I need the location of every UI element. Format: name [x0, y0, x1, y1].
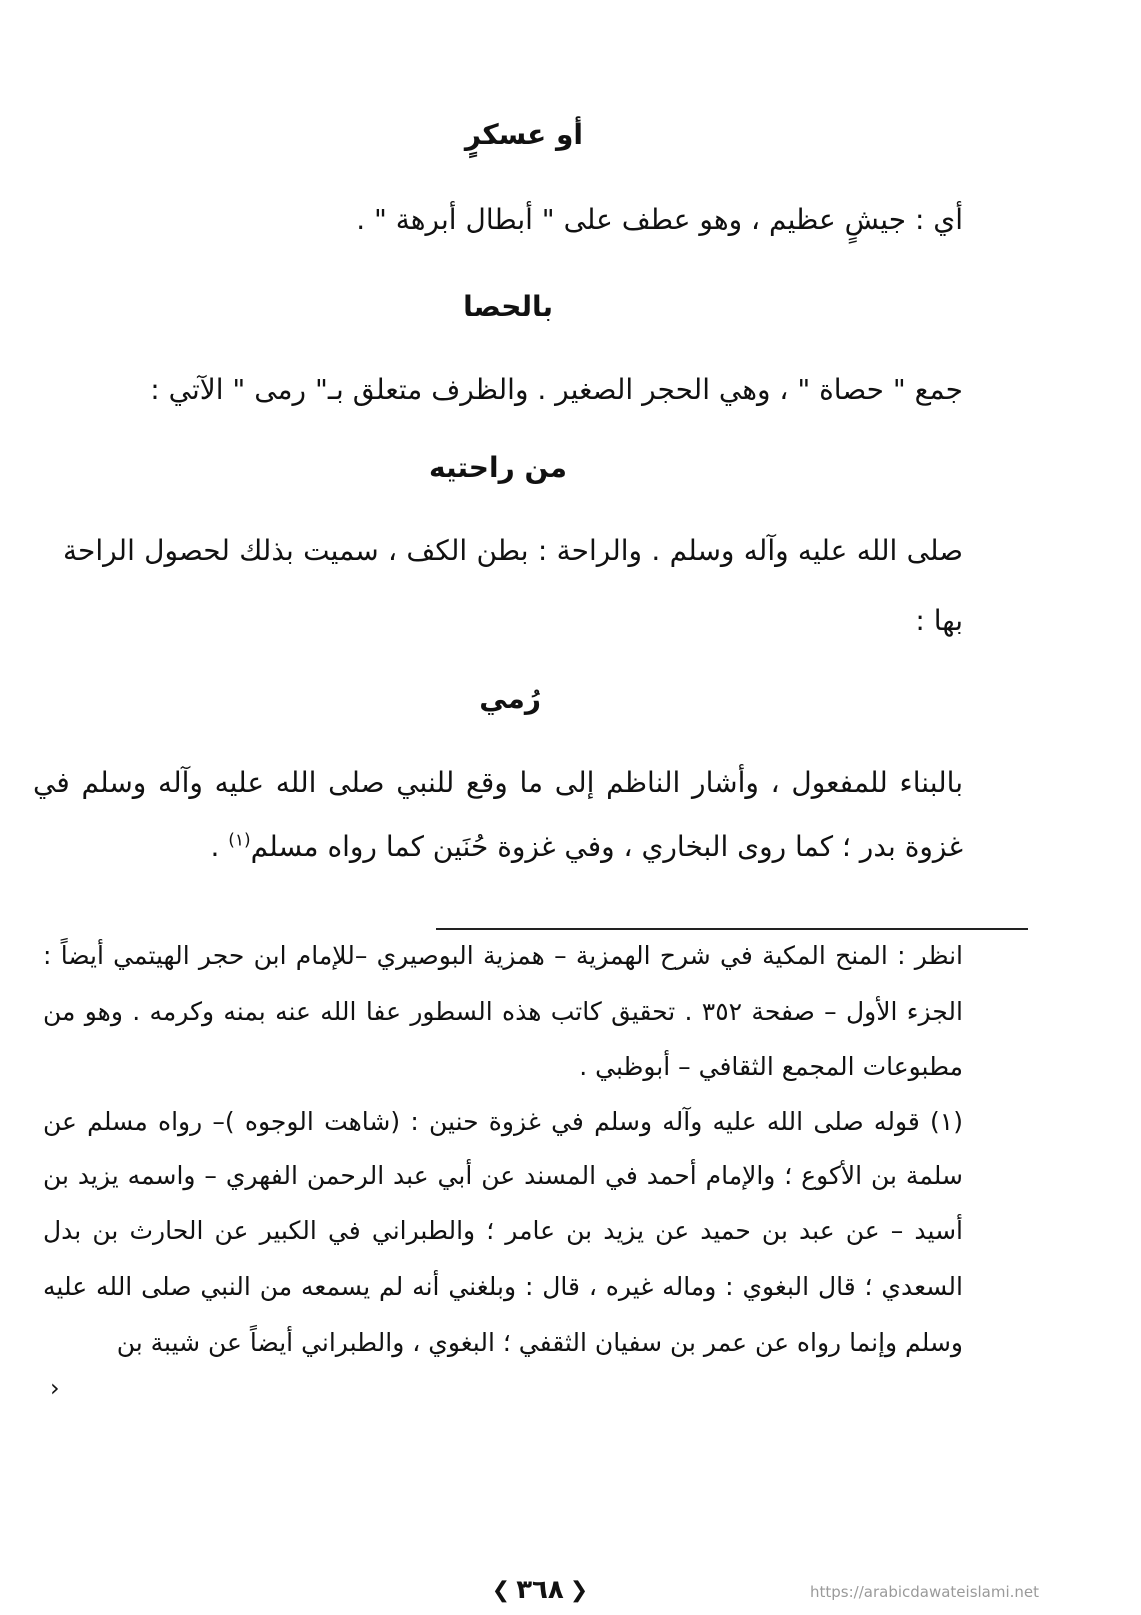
page-number-bracket-right: ❯: [569, 1577, 589, 1603]
footnote-line: وسلم وإنما رواه عن عمر بن سفيان الثقفي ؛ البغوي ، والطبراني أيضاً عن شيبة بن: [116, 1328, 963, 1357]
body-paragraph: أي : جيشٍ عظيم ، وهو عطف على " أبطال أبرهة " .: [356, 203, 963, 236]
footnote-line: (١) قوله صلى الله عليه وآله وسلم في غزوة حنين : (شاهت الوجوه )– رواه مسلم عن: [43, 1107, 963, 1136]
footnote-line: السعدي ؛ قال البغوي : وماله غيره ، قال : وبلغني أنه لم يسمعه من النبي صلى الله عليه: [43, 1272, 963, 1301]
verse-heading: أو عسكرٍ: [464, 118, 583, 151]
footnote-line: أسيد – عن عبد بن حميد عن يزيد بن عامر ؛ والطبراني في الكبير عن الحارث بن بدل: [43, 1216, 963, 1245]
body-paragraph: بالبناء للمفعول ، وأشار الناظم إلى ما وقع للنبي صلى الله عليه وآله وسلم في: [33, 766, 963, 799]
page-number-bracket-left: ❮: [491, 1577, 511, 1603]
footnote-line: الجزء الأول – صفحة ٣٥٢ . تحقيق كاتب هذه السطور عفا الله عنه بمنه وكرمه . وهو من: [43, 997, 963, 1026]
body-text: غزوة بدر ؛ كما روى البخاري ، وفي غزوة حُنَين كما رواه مسلم: [250, 830, 963, 863]
body-paragraph-line: [210, 830, 963, 863]
source-watermark: https://arabicdawateislami.net: [810, 1583, 1040, 1601]
body-paragraph: جمع " حصاة " ، وهي الحجر الصغير . والظرف متعلق بـ" رمى " الآتي :: [150, 373, 963, 406]
page-number: ٣٦٨: [516, 1575, 564, 1605]
page-number-footer: [480, 1575, 600, 1605]
continuation-mark: ›: [50, 1374, 60, 1402]
verse-heading: بالحصا: [463, 290, 553, 323]
footnote-line: سلمة بن الأكوع ؛ والإمام أحمد في المسند عن أبي عبد الرحمن الفهري – واسمه يزيد بن: [43, 1161, 963, 1190]
footnote-line: مطبوعات المجمع الثقافي – أبوظبي .: [579, 1052, 963, 1081]
footnote-line: انظر : المنح المكية في شرح الهمزية – همزية البوصيري –للإمام ابن حجر الهيتمي أيضاً :: [43, 941, 963, 970]
body-text: .: [210, 830, 229, 863]
footnote-separator: [436, 928, 1028, 930]
body-paragraph: صلى الله عليه وآله وسلم . والراحة : بطن الكف ، سميت بذلك لحصول الراحة: [63, 534, 963, 567]
footnote-reference: (١): [228, 830, 251, 851]
verse-heading: رُمي: [479, 682, 541, 715]
verse-heading: من راحتيه: [428, 451, 567, 484]
body-paragraph-line: بها :: [915, 604, 963, 637]
